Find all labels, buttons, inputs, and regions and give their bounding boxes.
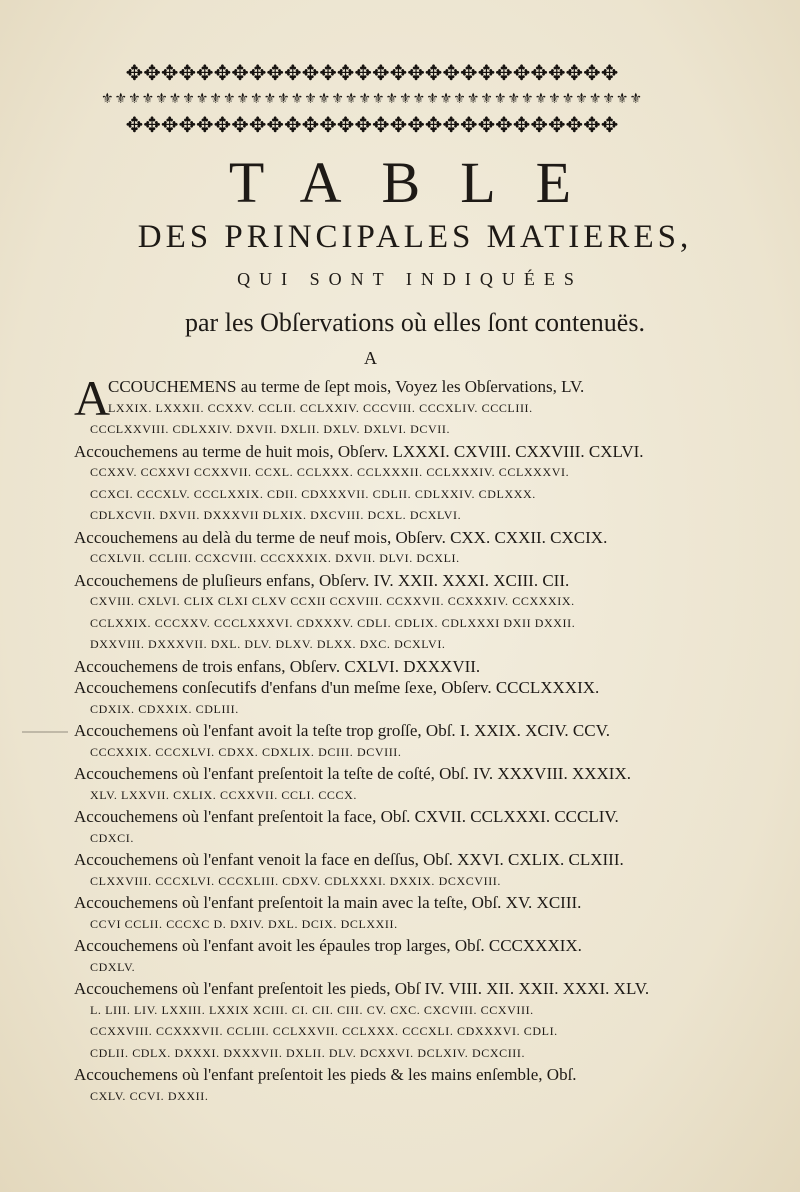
margin-mark xyxy=(22,731,68,733)
index-entry-references: CCXXVIII. CCXXXVII. CCLIII. CCLXXVII. CCLXXX. CCCXLI. CDXXXVI. CDLI. xyxy=(90,1024,558,1038)
index-entry-references: CCCXXIX. CCCXLVI. CDXX. CDXLIX. DCIII. DCVIII. xyxy=(90,744,402,759)
index-entry-references: CDLXCVII. DXVII. DXXXVII DLXIX. DXCVIII. DCXL. DCXLVI. xyxy=(90,508,462,522)
index-entry-heading: Accouchemens de trois enfans, Obſerv. CXLVI. DXXXVII. xyxy=(74,656,481,676)
index-entries xyxy=(74,370,686,1107)
section-letter: A xyxy=(364,348,377,368)
index-entry-references: LXXIX. LXXXII. CCXXV. CCLII. CCLXXIV. CCCVIII. CCCXLIV. CCCLIII. xyxy=(108,400,533,415)
index-entry-heading: CCOUCHEMENS au terme de ſept mois, Voyez les Obſervations, LV. xyxy=(108,377,585,396)
index-entry-references: CCCLXXVIII. CDLXXIV. DXVII. DXLII. DXLV. DXLVI. DCVII. xyxy=(90,422,451,436)
ornament-row-2: ⚜⚜⚜⚜⚜⚜⚜⚜⚜⚜⚜⚜⚜⚜⚜⚜⚜⚜⚜⚜⚜⚜⚜⚜⚜⚜⚜⚜⚜⚜⚜⚜⚜⚜⚜⚜⚜⚜⚜⚜ xyxy=(100,91,644,107)
subtitle-observations: par les Obſervations où elles ſont contenuës. xyxy=(185,308,645,337)
index-entry-heading: Accouchemens où l'enfant avoit les épaules trop larges, Obſ. CCCXXXIX. xyxy=(74,936,582,955)
index-entry-references: CDXLV. xyxy=(90,959,136,974)
page-title: TABLE xyxy=(228,150,612,215)
ornament-row-1: ✥✥✥✥✥✥✥✥✥✥✥✥✥✥✥✥✥✥✥✥✥✥✥✥✥✥✥✥ xyxy=(125,61,619,85)
index-entry-references: CCXXV. CCXXVI CCXXVII. CCXL. CCLXXX. CCLXXXII. CCLXXXIV. CCLXXXVI. xyxy=(90,465,570,479)
index-entry-references: DXXVIII. DXXXVII. DXL. DLV. DLXV. DLXX. DXC. DCXLVI. xyxy=(90,637,446,651)
drop-cap: A xyxy=(74,370,111,426)
index-entry-heading: Accouchemens où l'enfant avoit la teſte trop groſſe, Obſ. I. XXIX. XCIV. CCV. xyxy=(74,721,610,740)
index-entry-heading: Accouchemens où l'enfant preſentoit la main avec la teſte, Obſ. XV. XCIII. xyxy=(74,893,582,912)
index-entry-references: CDXCI. xyxy=(90,830,134,845)
index-entry-references: CXVIII. CXLVI. CLIX CLXI CLXV CCXII CCXVIII. CCXXVII. CCXXXIV. CCXXXIX. xyxy=(90,594,575,608)
index-entry-references: CLXXVIII. CCCXLVI. CCCXLIII. CDXV. CDLXXXI. DXXIX. DCXCVIII. xyxy=(90,873,501,888)
subtitle-indicated: QUI SONT INDIQUÉES xyxy=(237,269,583,289)
index-entry-references: CCVI CCLII. CCCXC D. DXIV. DXL. DCIX. DCLXXII. xyxy=(90,916,398,931)
headpiece-ornament xyxy=(64,60,680,140)
index-entry-heading: Accouchemens où l'enfant preſentoit la face, Obſ. CXVII. CCLXXXI. CCCLIV. xyxy=(74,807,619,826)
index-entry-references: XLV. LXXVII. CXLIX. CCXXVII. CCLI. CCCX. xyxy=(90,787,358,802)
index-entry-heading: Accouchemens au terme de huit mois, Obſerv. LXXXI. CXVIII. CXXVIII. CXLVI. xyxy=(74,441,644,461)
subtitle-principal-matters: DES PRINCIPALES MATIERES, xyxy=(137,219,693,255)
index-entry-heading: Accouchemens où l'enfant preſentoit la teſte de coſté, Obſ. IV. XXXVIII. XXXIX. xyxy=(74,764,631,783)
index-entry-references: L. LIII. LIV. LXXIII. LXXIX XCIII. CI. CII. CIII. CV. CXC. CXCVIII. CCXVIII. xyxy=(90,1002,534,1017)
ornament-row-3: ✥✥✥✥✥✥✥✥✥✥✥✥✥✥✥✥✥✥✥✥✥✥✥✥✥✥✥✥ xyxy=(125,113,619,137)
index-entry-references: CDLII. CDLX. DXXXI. DXXXVII. DXLII. DLV. DCXXVI. DCLXIV. DCXCIII. xyxy=(90,1045,526,1060)
index-entry-references: CCLXXIX. CCCXXV. CCCLXXXVI. CDXXXV. CDLI. CDLIX. CDLXXXI DXII DXXII. xyxy=(90,615,576,630)
index-entry-references: CDXIX. CDXXIX. CDLIII. xyxy=(90,701,239,716)
index-entry-heading: Accouchemens au delà du terme de neuf mois, Obſerv. CXX. CXXII. CXCIX. xyxy=(74,527,608,547)
index-entry-references: CCXCI. CCCXLV. CCCLXXIX. CDII. CDXXXVII. CDLII. CDLXXIV. CDLXXX. xyxy=(90,486,536,501)
index-entry-heading: Accouchemens où l'enfant venoit la face en deſſus, Obſ. XXVI. CXLIX. CLXIII. xyxy=(74,850,624,869)
index-entry-heading: Accouchemens où l'enfant preſentoit les pieds, Obſ IV. VIII. XII. XXII. XXXI. XLV. xyxy=(74,979,650,998)
index-entry-heading: Accouchemens de pluſieurs enfans, Obſerv. IV. XXII. XXXI. XCIII. CII. xyxy=(74,570,570,590)
index-entry-heading: Accouchemens où l'enfant preſentoit les pieds & les mains enſemble, Obſ. xyxy=(74,1065,577,1084)
index-entry-references: CXLV. CCVI. DXXII. xyxy=(90,1088,209,1103)
index-entry-references: CCXLVII. CCLIII. CCXCVIII. CCCXXXIX. DXVII. DLVI. DCXLI. xyxy=(90,551,460,565)
index-entry-heading: Accouchemens conſecutifs d'enfans d'un meſme ſexe, Obſerv. CCCLXXXIX. xyxy=(74,678,600,697)
